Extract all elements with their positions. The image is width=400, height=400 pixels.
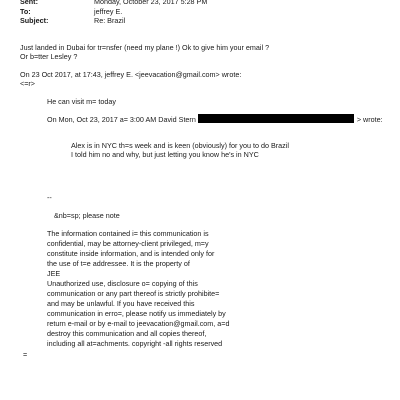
quote2-header [47, 114, 383, 125]
to-value: jeffrey E. [94, 6, 123, 16]
quote2-header-start: On Mon, Oct 23, 2017 a= 3:00 AM David Stern [47, 115, 196, 124]
disclaimer-line: confidential, may be attorney-client privileged, m=y [47, 239, 209, 248]
disclaimer-line: return e-mail or by e-mail to jeevacation@gmail.com, a=d [47, 319, 230, 328]
body-line-2: Or b=tter Lesley ? [20, 52, 78, 61]
disclaimer-line: communication or any part thereof is strictly prohibite= [47, 289, 220, 298]
alex-line-1: Alex is in NYC th=s week and is keen (obviously) for you to do Brazil [71, 141, 289, 150]
quote2-header-end: > wrote: [356, 115, 383, 124]
subject-row [20, 16, 207, 26]
quote1-marker: <=r> [20, 79, 35, 88]
quote1-header: On 23 Oct 2017, at 17:43, jeffrey E. <jeevacation@gmail.com> wrote: [20, 70, 242, 79]
disclaimer-line: The information contained i= this communication is [47, 229, 209, 238]
signature-dashes: -- [47, 193, 52, 202]
to-row [20, 7, 207, 17]
email-header [20, 0, 207, 26]
signature-please-note: &nb=sp; please note [54, 211, 120, 220]
sent-value: Monday, October 23, 2017 5:28 PM [94, 0, 208, 6]
subject-label: Subject: [20, 16, 49, 25]
disclaimer-line: including all at=achments. copyright -all rights reserved [47, 339, 223, 348]
disclaimer-line: destroy this communication and all copies thereof, [47, 329, 207, 338]
redaction-bar [198, 114, 354, 123]
disclaimer-line: and may be unlawful. If you have received this [47, 299, 195, 308]
disclaimer-line: constitute inside information, and is intended only for [47, 249, 215, 258]
alex-line-2: I told him no and why, but just letting you know he's in NYC [71, 150, 259, 159]
reply-line: He can visit m= today [47, 97, 116, 106]
body-line-1: Just landed in Dubai for tr=nsfer (need my plane !) Ok to give him your email ? [20, 43, 270, 52]
to-label: To: [20, 6, 31, 16]
disclaimer-line: the use of t=e addressee. It is the property of [47, 259, 190, 268]
end-marker: = [23, 350, 28, 359]
disclaimer-line: Unauthorized use, disclosure o= copying of this [47, 279, 198, 288]
subject-value: Re: Brazil [94, 16, 126, 25]
disclaimer-line: JEE [47, 269, 61, 278]
sent-label: Sent: [20, 0, 38, 6]
disclaimer-block [47, 229, 229, 349]
disclaimer-line: communication in erro=, please notify us immediately by [47, 309, 226, 318]
